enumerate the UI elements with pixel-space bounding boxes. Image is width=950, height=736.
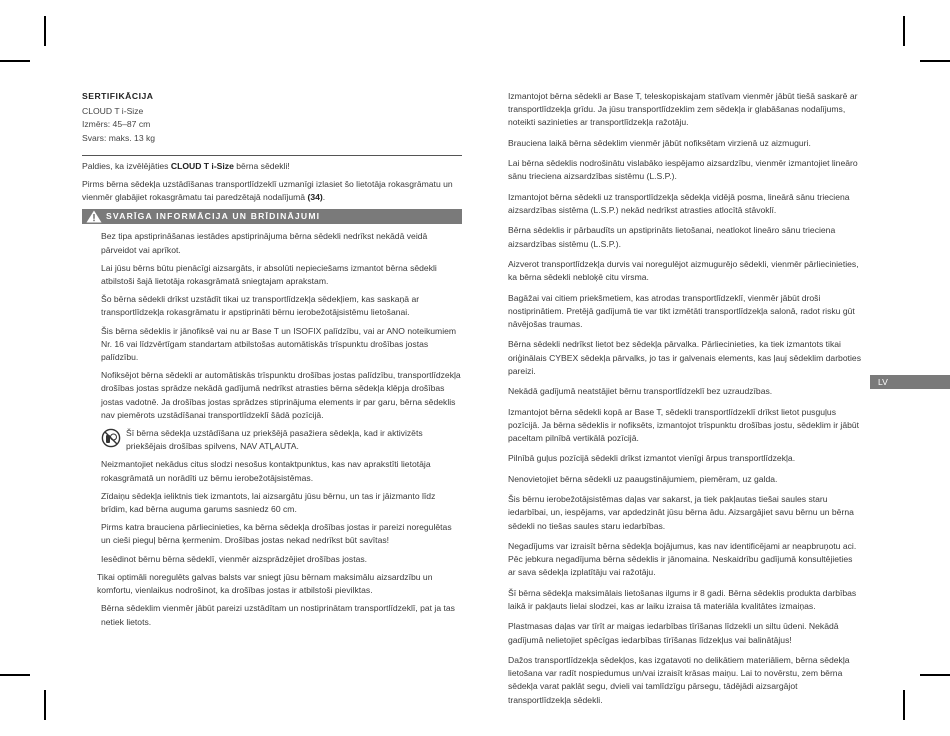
warning-item: Lai jūsu bērns būtu pienācīgi aizsargāts, ir absolūti nepieciešams izmantot bērna sēdekli atbilstoši šajā lietotāja rokasgrāmatā sniegtajam aprakstam. — [101, 262, 437, 287]
warning-list — [82, 230, 462, 628]
right-paragraph: Izmantojot bērna sēdekli ar Base T, teleskopiskajam statīvam vienmēr jābūt tiešā saskarē ar transportlīdzekļa grīdu. Ja jūsu transportlīdzeklim zem sēdekļa ir glabāšanas nodalījums, noteikti sazinieties ar transportlīdzekļa ražotāju. — [508, 91, 858, 128]
language-tab: LV — [870, 375, 950, 389]
crop-mark — [0, 674, 30, 676]
instructions-end: . — [322, 192, 326, 203]
thanks-suffix: bērna sēdekli! — [233, 160, 290, 171]
instructions-text: Pirms bērna sēdekļa uzstādīšanas transportlīdzeklī uzmanīgi izlasiet šo lietotāja rokasgrāmatu un vienmēr glabājiet rokasgrāmatu tai paredzētajā nodalījumā — [82, 179, 453, 203]
warning-item: Šis bērna sēdeklis ir jānofiksē vai nu ar Base T un ISOFIX palīdzību, vai ar ANO noteikumiem Nr. 16 vai līdzvērtīgam standartam atbilstošas automātiskās trīspunktu drošības jostas palīdzību. — [101, 325, 457, 363]
warning-title: SVARĪGA INFORMĀCIJA UN BRĪDINĀJUMI — [106, 211, 321, 222]
right-paragraph: Aizverot transportlīdzekļa durvis vai noregulējot aizmugurējo sēdekli, vienmēr pārliecinieties, ka bērna sēdekli nebloķē citu virsma. — [508, 258, 859, 283]
right-paragraph: Šī bērna sēdekļa maksimālais lietošanas ilgums ir 8 gadi. Bērna sēdeklis produkta darbības laikā ir pakļauts lielai slodzei, kas ar laiku izraisa tā materiāla kvalitātes izmaiņas. — [508, 587, 857, 611]
right-paragraph: Negadījums var izraisīt bērna sēdekļa bojājumus, kas nav identificējami ar neapbruņotu aci. Pēc jebkura negadījuma bērna sēdeklis ir jānomaina. Neskaidrību gadījumā konsultējieties ar sava sēdekļa izplatītāju vai ražotāju. — [508, 540, 857, 578]
crop-mark — [903, 690, 905, 720]
right-paragraph: Plastmasas daļas var tīrīt ar maigas iedarbības tīrīšanas līdzekli un siltu ūdeni. Nekādā gadījumā nelietojiet spēcīgas iedarbības tīrīšanas līdzekļus vai balinātājus! — [508, 621, 839, 645]
right-paragraph: Brauciena laikā bērna sēdeklim vienmēr jābūt nofiksētam virzienā uz aizmuguri. — [508, 137, 811, 148]
divider — [82, 155, 462, 156]
certification-title: SERTIFIKĀCIJA — [82, 91, 154, 101]
crop-mark — [920, 674, 950, 676]
warning-item: Bez tipa apstiprināšanas iestādes apstiprinājuma bērna sēdekli nedrīkst nekādā veidā pārveidot vai aprīkot. — [101, 231, 428, 255]
crop-mark — [44, 690, 46, 720]
right-paragraph: Lai bērna sēdeklis nodrošinātu vislabāko iespējamo aizsardzību, vienmēr izmantojiet lineāro sānu trieciena aizsardzības sistēmu (L.S.P.). — [508, 158, 858, 182]
instructions-paragraph — [82, 178, 462, 204]
right-paragraph: Nenovietojiet bērna sēdekli uz paaugstinājumiem, piemēram, uz galda. — [508, 473, 778, 484]
warning-item: Zīdaiņu sēdekļa ieliktnis tiek izmantots, lai aizsargātu jūsu bērnu, un tas ir jāizmanto līdz brīdim, kad bērna auguma garums sasniedz 60 cm. — [101, 490, 436, 515]
right-paragraph: Šis bērnu ierobežotājsistēmas daļas var sakarst, ja tiek pakļautas tiešai saules staru iedarbībai, un, iespējams, var apdedzināt jūsu bērna ādu. Aizsargājiet savu bērnu un bērna sēdekli no tiešas saules staru iedarbības. — [508, 494, 854, 531]
instructions-ref: (34) — [307, 192, 323, 203]
crop-mark — [0, 60, 30, 62]
thanks-prefix: Paldies, ka izvēlējāties — [82, 160, 171, 171]
airbag-note — [101, 427, 462, 453]
warning-item: Nofiksējot bērna sēdekli ar automātiskās trīspunktu drošības jostas palīdzību, transportlīdzekļa drošības jostas sprādze nekādā gadījumā nedrīkst atrasties bērna sēdekļa klēpja drošības jostas vadotnē. Ja drošības jostas sprādzes stiprinājuma elements ir par garu, bērna sēdeklis nav piemērots uzstādīšanai transportlīdzeklī šādā pozīcijā. — [101, 370, 461, 420]
no-airbag-icon — [101, 428, 121, 448]
warning-item: Neizmantojiet nekādus citus slodzi nesošus kontaktpunktus, kas nav aprakstīti lietotāja rokasgrāmatā un norādīti uz bērnu ierobežotājsistēmas. — [101, 459, 431, 483]
warning-item: Iesēdinot bērnu bērna sēdeklī, vienmēr aizsprādzējiet drošības jostas. — [101, 553, 368, 564]
right-paragraph: Bērna sēdeklis ir pārbaudīts un apstiprināts lietošanai, neatlokot lineāro sānu trieciena aizsardzības sistēmu (L.S.P.). — [508, 225, 836, 249]
right-column — [508, 90, 862, 714]
warning-triangle-icon — [86, 210, 102, 223]
crop-mark — [920, 60, 950, 62]
thanks-product: CLOUD T i-Size — [170, 160, 234, 171]
airbag-note-text: Šī bērna sēdekļa uzstādīšana uz priekšējā pasažiera sēdekļa, kad ir aktivizēts priekšējais drošības spilvens, NAV ATĻAUTA. — [126, 428, 423, 452]
product-name: CLOUD T i-Size — [82, 106, 144, 117]
warning-item: Bērna sēdeklim vienmēr jābūt pareizi uzstādītam un nostiprinātam transportlīdzeklī, pat ja tas netiek lietots. — [101, 603, 455, 627]
right-paragraph: Dažos transportlīdzekļa sēdekļos, kas izgatavoti no delikātiem materiāliem, bērna sēdekļa lietošana var radīt nospiedumus un/vai izraisīt krāsas maiņu. Lai to novērstu, zem bērna sēdekļa varat paklāt segu, dvieli vai tamlīdzīgu pārsegu, tādējādi aizsargājot transportlīdzekļa sēdekli. — [508, 654, 850, 705]
product-size: Izmērs: 45–87 cm — [82, 119, 151, 130]
crop-mark — [903, 16, 905, 46]
right-paragraph: Bagāžai vai citiem priekšmetiem, kas atrodas transportlīdzeklī, vienmēr jābūt droši nostiprinātiem. Pretējā gadījumā tie var tikt izmētāti transportlīdzekļa salonā, radot risku gūt nāvējošas traumas. — [508, 292, 855, 329]
product-weight: Svars: maks. 13 kg — [82, 132, 156, 143]
certification-block — [82, 90, 462, 145]
right-paragraph: Izmantojot bērna sēdekli kopā ar Base T, sēdekli transportlīdzeklī drīkst lietot pusguļus pozīcijā. Ja bērna sēdeklis ir nofiksēts, izmantojot trīspunktu drošības jostu, sēdeklim ir jābūt paceltam pilnībā vertikālā pozīcijā. — [508, 406, 860, 443]
right-paragraph: Izmantojot bērna sēdekli uz transportlīdzekļa sēdekļa vidējā posma, lineārā sānu trieciena aizsardzības sistēma (L.S.P.) nekād nedrīkst atrasties atlocītā stāvoklī. — [508, 191, 850, 215]
warning-item: Pirms katra brauciena pārliecinieties, ka bērna sēdekļa drošības jostas ir pareizi noregulētas un cieši pieguļ bērna ķermenim. Drošības jostas nekad nedrīkst būt savītas! — [101, 522, 452, 546]
crop-mark — [44, 16, 46, 46]
left-column — [82, 90, 462, 634]
thanks-paragraph — [82, 160, 462, 173]
warning-item: Šo bērna sēdekli drīkst uzstādīt tikai uz transportlīdzekļa sēdekļiem, kas saskaņā ar transportlīdzekļa rokasgrāmatu ir apstiprināti bērnu ierobežotājsistēmu lietošanai. — [101, 294, 420, 318]
right-paragraph: Nekādā gadījumā neatstājiet bērnu transportlīdzeklī bez uzraudzības. — [508, 386, 773, 397]
warning-header — [82, 209, 462, 224]
right-paragraph: Pilnībā guļus pozīcijā sēdekli drīkst izmantot vienīgi ārpus transportlīdzekļa. — [508, 453, 796, 464]
warning-item: Tikai optimāli noregulēts galvas balsts var sniegt jūsu bērnam maksimālu aizsardzību un komfortu, vienlaikus nodrošinot, ka drošības jostas ir atbilstoši pievilktas. — [97, 571, 433, 596]
right-paragraph: Bērna sēdekli nedrīkst lietot bez sēdekļa pārvalka. Pārliecinieties, ka tiek izmantots tikai oriģinālais CYBEX sēdekļa pārvalks, jo tas ir galvenais elements, kas ļauj sēdeklim darboties pareizi. — [508, 339, 861, 376]
